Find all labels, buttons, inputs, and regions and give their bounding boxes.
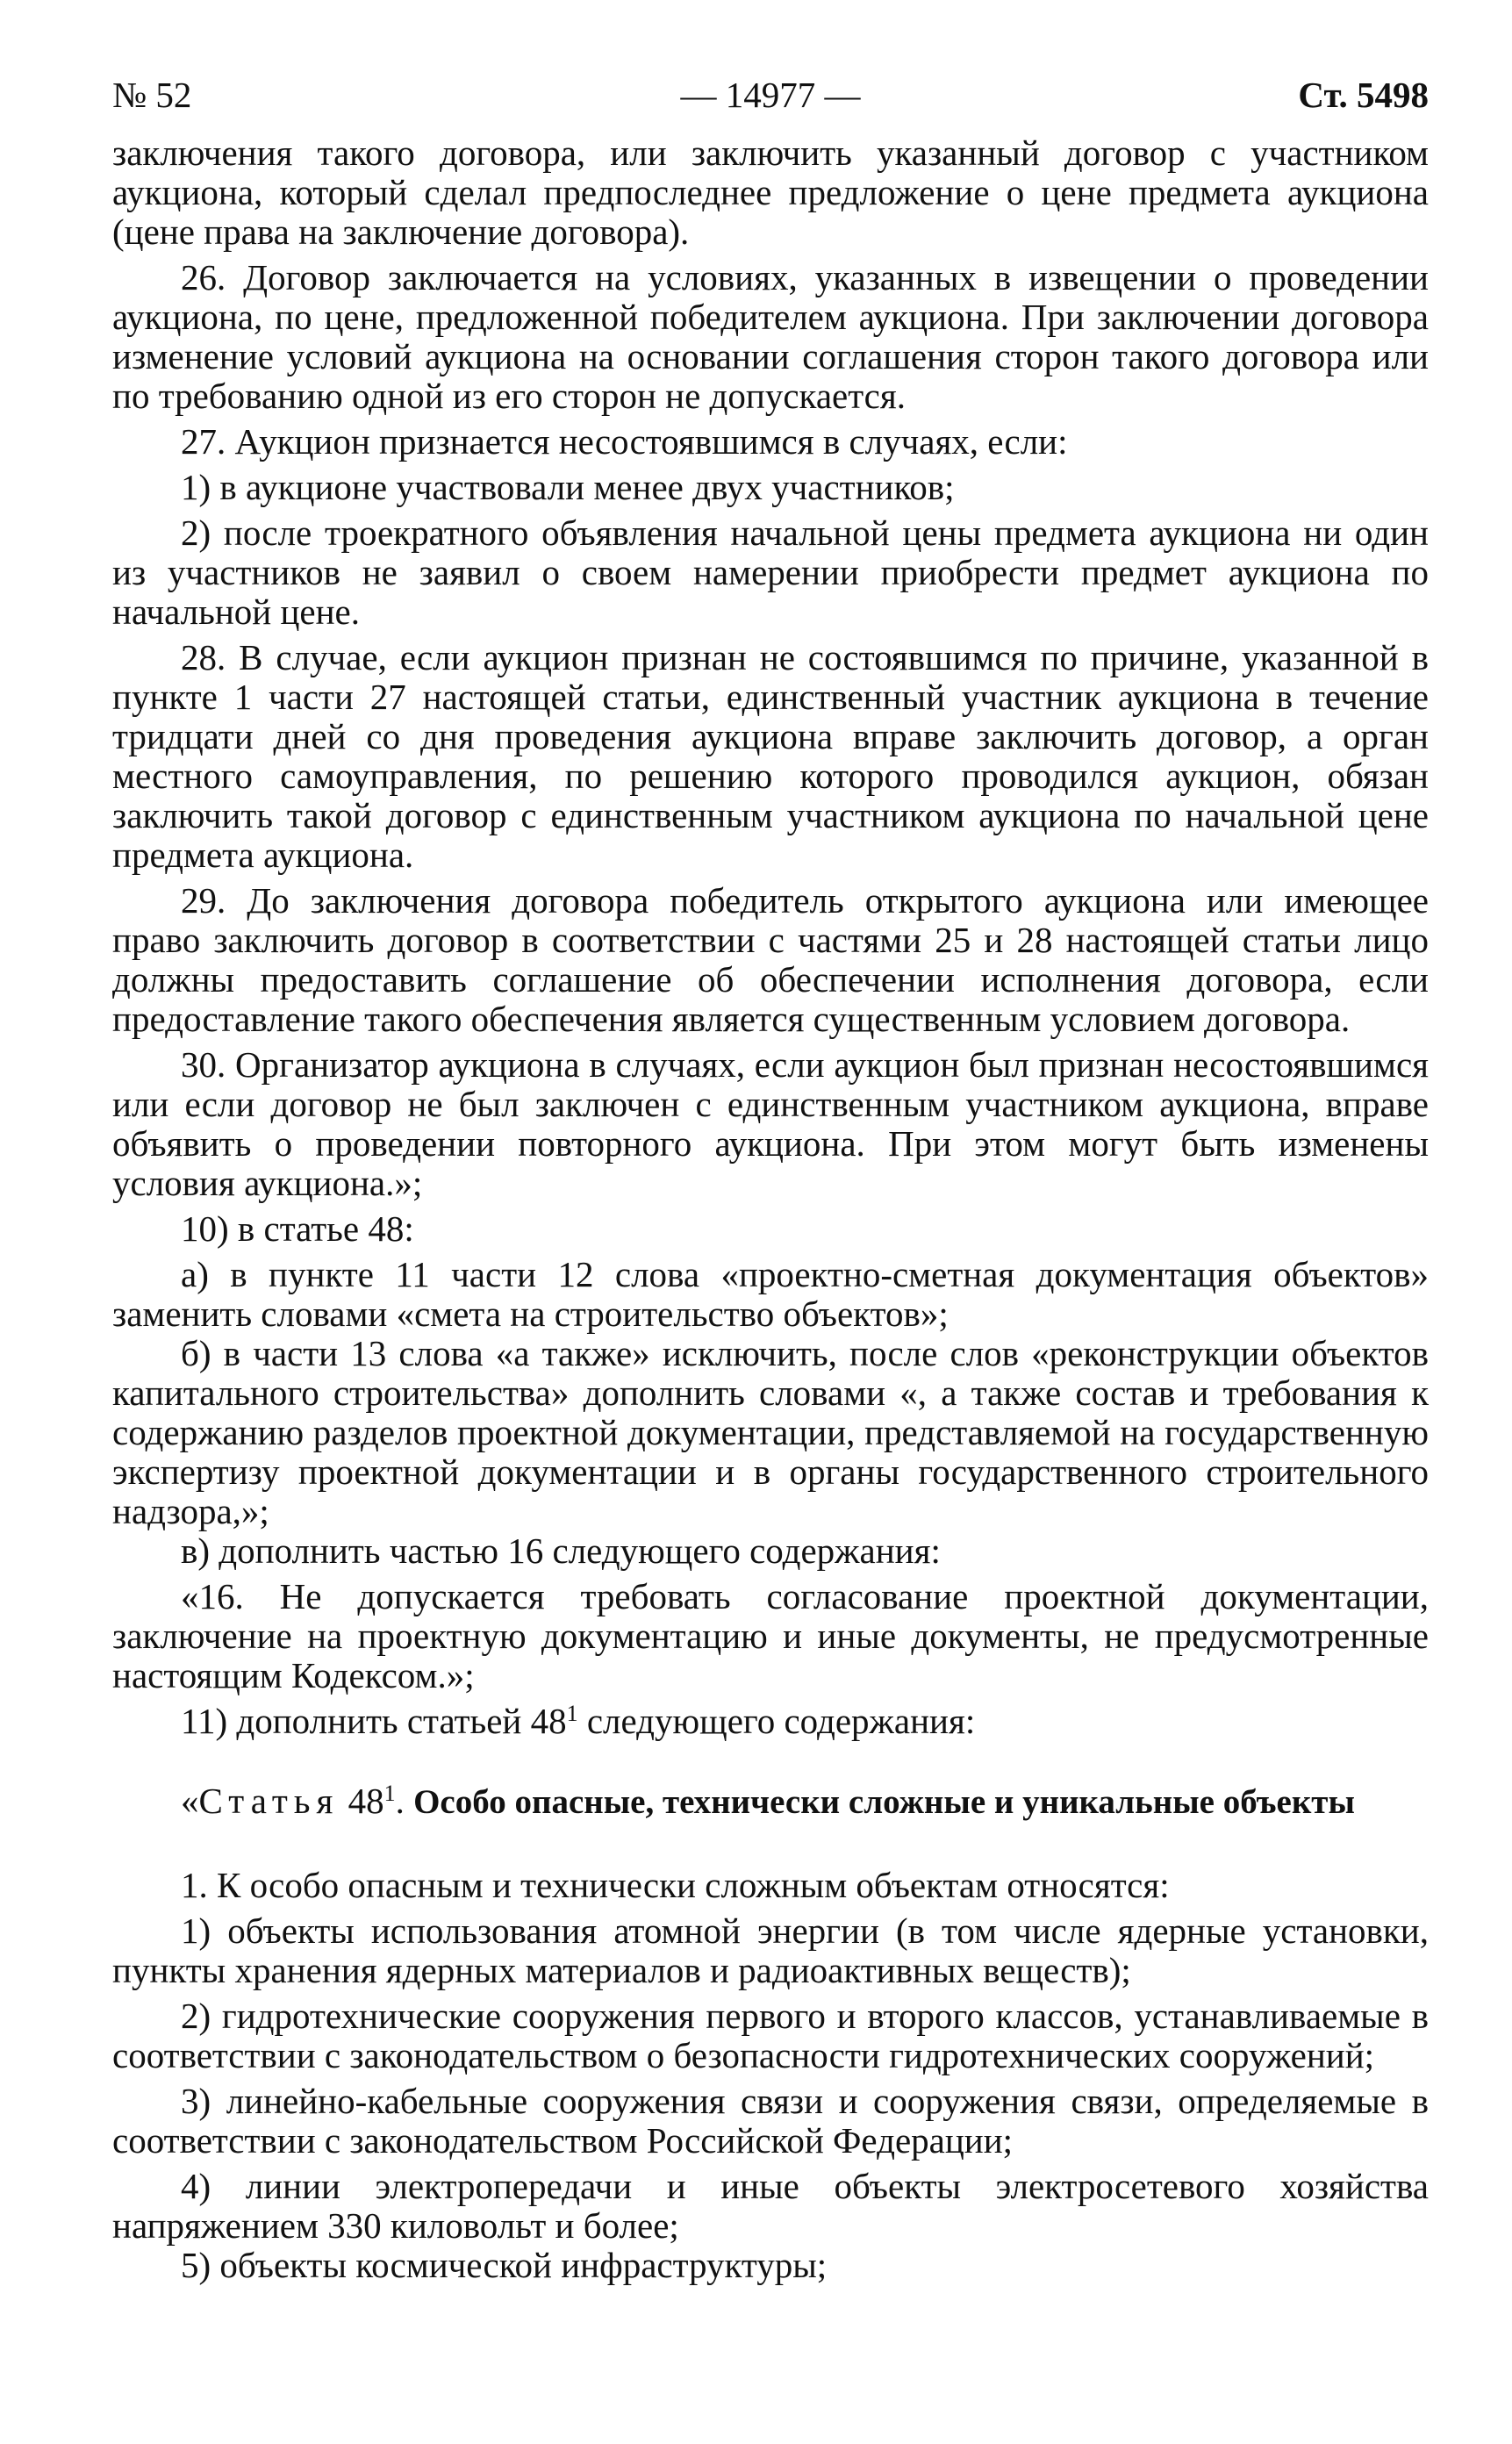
amendment-11-text: 11) дополнить статьей 48 — [181, 1701, 567, 1741]
paragraph-27-item-2: 2) после троекратного объявления начальной цены предмета аукциона ни один из участников не заявил о своем намерении приобрести предмет аукциона по начальной цене. — [112, 512, 1429, 632]
list-item-5: 5) объекты космической инфраструктуры; — [181, 2245, 828, 2285]
document-body — [112, 133, 1429, 2285]
list-item-1: 1) объекты использования атомной энергии (в том числе ядерные установки, пункты хранения ядерных материалов и радиоактивных веществ); — [112, 1910, 1429, 1990]
amendment-10-a: а) в пункте 11 части 12 слова «проектно-сметная документация объектов» заменить словами «смета на строительство объектов»; — [112, 1254, 1429, 1334]
article-reference: Ст. 5498 — [1298, 75, 1429, 115]
article-label: Статья — [198, 1781, 340, 1821]
article-number-superscript: 1 — [383, 1781, 396, 1806]
amendment-11-tail: следующего содержания: — [577, 1701, 976, 1741]
article-open-quote: « — [181, 1781, 199, 1821]
amendment-10-b: б) в части 13 слова «а также» исключить, после слов «реконструкции объектов капитального строительства» дополнить словами «, а также состав и требования к содержанию разделов проектной документации, представляемой на государственную экспертизу проектной документации и в органы государственного строительного надзора,»; — [112, 1333, 1429, 1531]
page-header — [112, 75, 1429, 121]
document-page — [112, 75, 1429, 2291]
paragraph-27-item-1: 1) в аукционе участвовали менее двух участников; — [181, 467, 955, 507]
paragraph-26: 26. Договор заключается на условиях, указанных в извещении о проведении аукциона, по цене, предложенной победителем аукциона. При заключении договора изменение условий аукциона на основании соглашения сторон такого договора или по требованию одной из его сторон не допускается. — [112, 257, 1429, 416]
paragraph-29: 29. До заключения договора победитель открытого аукциона или имеющее право заключить договор в соответствии с частями 25 и 28 настоящей статьи лицо должны предоставить соглашение об обеспечении исполнения договора, если предоставление такого обеспечения является существенным условием договора. — [112, 880, 1429, 1039]
article-part-1: 1. К особо опасным и технически сложным объектам относятся: — [181, 1865, 1170, 1905]
paragraph-continuation: заключения такого договора, или заключить указанный договор с участником аукциона, который сделал предпоследнее предложение о цене предмета аукциона (цене права на заключение договора). — [112, 133, 1429, 252]
list-item-3: 3) линейно-кабельные сооружения связи и сооружения связи, определяемые в соответствии с законодательством Российской Федерации; — [112, 2081, 1429, 2161]
amendment-10: 10) в статье 48: — [181, 1208, 414, 1249]
article-title: Особо опасные, технически сложные и уникальные объекты — [413, 1783, 1355, 1821]
amendment-11 — [112, 1702, 1429, 1741]
article-number: 48 — [348, 1781, 384, 1821]
list-item-2: 2) гидротехнические сооружения первого и второго классов, устанавливаемые в соответствии с законодательством о безопасности гидротехнических сооружений; — [112, 1996, 1429, 2075]
list-item-4: 4) линии электропередачи и иные объекты электросетевого хозяйства напряжением 330 киловольт и более; — [112, 2166, 1429, 2246]
amendment-11-superscript: 1 — [566, 1701, 578, 1726]
paragraph-28: 28. В случае, если аукцион признан не состоявшимся по причине, указанной в пункте 1 части 27 настоящей статьи, единственный участник аукциона в течение тридцати дней со дня проведения аукциона вправе заключить договор, а орган местного самоуправления, по решению которого проводился аукцион, обязан заключить такой договор с единственным участником аукциона по начальной цене предмета аукциона. — [112, 637, 1429, 875]
page-number: — 14977 — — [680, 75, 861, 115]
part-16-text: «16. Не допускается требовать согласование проектной документации, заключение на проектную документацию и иные документы, не предусмотренные настоящим Кодексом.»; — [112, 1576, 1429, 1695]
amendment-10-v: в) дополнить частью 16 следующего содержания: — [181, 1530, 941, 1571]
article-heading — [112, 1781, 1429, 1822]
issue-number: № 52 — [112, 75, 192, 115]
paragraph-30: 30. Организатор аукциона в случаях, если аукцион был признан несостоявшимся или если договор не был заключен с единственным участником аукциона, вправе объявить о проведении повторного аукциона. При этом могут быть изменены условия аукциона.»; — [112, 1044, 1429, 1203]
paragraph-27: 27. Аукцион признается несостоявшимся в случаях, если: — [181, 421, 1068, 462]
article-dot: . — [395, 1781, 405, 1821]
